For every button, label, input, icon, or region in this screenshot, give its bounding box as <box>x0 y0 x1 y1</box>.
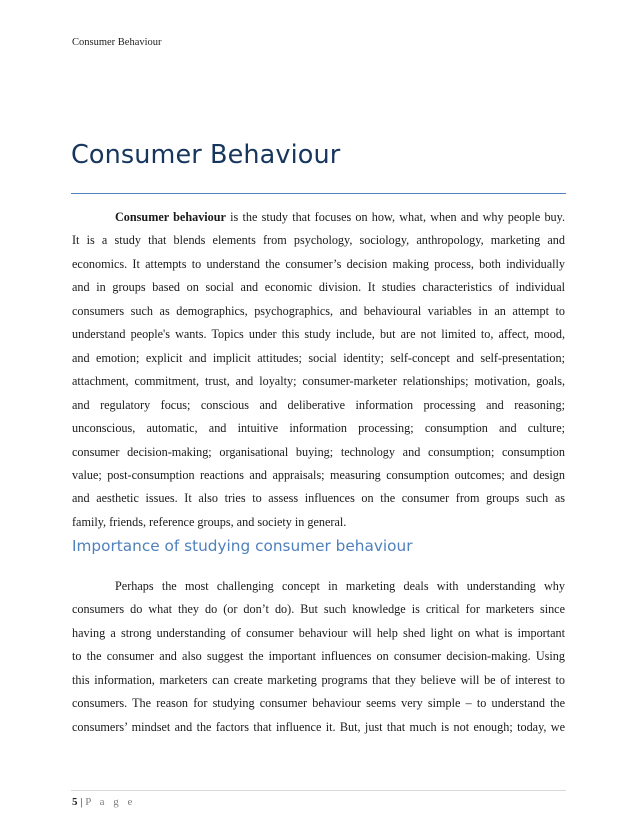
paragraph-line: value; post-consumption reactions and appraisals; measuring consumption outcomes; and design <box>72 467 565 482</box>
paragraph-line: consumers’ mindset and the factors that influence it. But, just that much is not enough; today, we <box>72 719 565 734</box>
paragraph-line: attachment, commitment, trust, and loyalty; consumer-marketer relationships; motivation, goals, <box>72 374 565 389</box>
paragraph-line: having a strong understanding of consumer behaviour will help shed light on what is important <box>72 625 565 640</box>
paragraph-line: family, friends, reference groups, and society in general. <box>72 514 347 529</box>
title-underline <box>71 193 566 194</box>
lead-term: Consumer behaviour <box>115 210 226 224</box>
paragraph-line: understand people's wants. Topics under this study include, but are not limited to, affect, mood, <box>72 327 565 342</box>
intro-paragraph <box>72 206 565 534</box>
page-label: P a g e <box>85 796 136 808</box>
footer-divider <box>71 790 566 791</box>
paragraph-line: and in groups based on social and economic division. It studies characteristics of individual <box>72 280 565 295</box>
paragraph-line: economics. It attempts to understand the consumer’s decision making process, both individually <box>72 256 565 271</box>
paragraph-line: and regulatory focus; conscious and deliberative information processing and reasoning; <box>72 397 565 412</box>
paragraph-line: to the consumer and also suggest the important influences on consumer decision-making. Using <box>72 649 565 664</box>
lead-line-text: is the study that focuses on how, what, when and why people buy. <box>225 210 565 224</box>
paragraph-line: consumers do what they do (or don’t do). But such knowledge is critical for marketers since <box>72 602 565 617</box>
paragraph-line: Perhaps the most challenging concept in marketing deals with understanding why <box>115 579 565 593</box>
footer-separator: | <box>77 796 86 808</box>
paragraph-line: consumers such as demographics, psychographics, and behavioural variables in an attempt to <box>72 303 565 318</box>
paragraph-line: consumers. The reason for studying consumer behaviour seems very simple – to understand the <box>72 696 565 711</box>
paragraph-line: this information, marketers can create marketing programs that they believe will be of interest to <box>72 672 565 687</box>
page-footer <box>72 796 135 808</box>
paragraph-line: unconscious, automatic, and intuitive information processing; consumption and culture; <box>72 421 565 436</box>
running-header: Consumer Behaviour <box>72 37 162 48</box>
page-title: Consumer Behaviour <box>71 140 341 170</box>
importance-paragraph <box>72 575 565 739</box>
paragraph-line: and aesthetic issues. It also tries to assess influences on the consumer from groups such as <box>72 491 565 506</box>
section-heading: Importance of studying consumer behaviour <box>72 537 413 555</box>
paragraph-line: consumer decision-making; organisational buying; technology and consumption; consumption <box>72 444 565 459</box>
page-number: 5 <box>72 796 78 808</box>
paragraph-line: It is a study that blends elements from psychology, sociology, anthropology, marketing and <box>72 233 565 248</box>
paragraph-line <box>72 206 565 229</box>
paragraph-line: and emotion; explicit and implicit attitudes; social identity; self-concept and self-presentation; <box>72 350 565 365</box>
